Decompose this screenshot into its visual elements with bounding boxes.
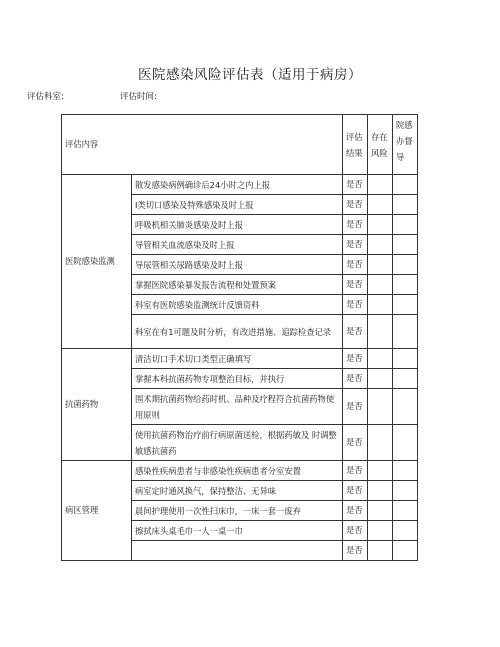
result-cell[interactable]: 是否 [343,275,368,295]
risk-cell[interactable] [368,369,393,389]
item-text: 掌握医院感染暴发报告流程和处置预案 [132,275,343,295]
result-cell[interactable]: 是否 [343,481,368,501]
risk-cell[interactable] [368,481,393,501]
risk-cell[interactable] [368,195,393,215]
page-title: 医院感染风险评估表（适用于病房） [138,67,362,83]
risk-cell[interactable] [368,501,393,521]
item-text: 呼吸机相关肺炎感染及时上报 [132,215,343,235]
item-text: 围术期抗菌药物给药时机、品种及疗程符合抗菌药物使用原则 [132,389,343,425]
item-text: 擦拭床头桌毛巾一人一桌一巾 [132,521,343,541]
result-cell[interactable]: 是否 [343,425,368,461]
result-cell[interactable]: 是否 [343,175,368,195]
supervision-cell[interactable] [393,349,418,369]
risk-cell[interactable] [368,521,393,541]
result-cell[interactable]: 是否 [343,541,368,561]
supervision-cell[interactable] [393,275,418,295]
item-text [132,541,343,561]
category-cell: 抗菌药物 [62,349,132,461]
department-label: 评估科室: [27,92,64,102]
header-risk: 存在风险 [368,115,393,175]
result-cell[interactable]: 是否 [343,369,368,389]
supervision-cell[interactable] [393,425,418,461]
risk-cell[interactable] [368,275,393,295]
risk-cell[interactable] [368,315,393,349]
header-supervision: 院感办督导 [393,115,418,175]
item-text: 使用抗菌药物治疗前行病原菌送检，根据药敏及 时调整敏感抗菌药 [132,425,343,461]
result-cell[interactable]: 是否 [343,255,368,275]
supervision-cell[interactable] [393,501,418,521]
risk-cell[interactable] [368,175,393,195]
risk-cell[interactable] [368,541,393,561]
result-cell[interactable]: 是否 [343,349,368,369]
item-text: 晨间护理使用一次性扫床巾，一床一套一废弃 [132,501,343,521]
item-text: I类切口感染及特殊感染及时上报 [132,195,343,215]
risk-cell[interactable] [368,425,393,461]
risk-cell[interactable] [368,389,393,425]
item-text: 清洁切口手术切口类型正确填写 [132,349,343,369]
supervision-cell[interactable] [393,481,418,501]
supervision-cell[interactable] [393,541,418,561]
item-text: 导尿管相关尿路感染及时上报 [132,255,343,275]
supervision-cell[interactable] [393,295,418,315]
risk-cell[interactable] [368,255,393,275]
item-text: 科室在有1可题及时分析，有改进措施、追踪检查记录 [132,315,343,349]
item-text: 掌握本科抗菌药物专项整治目标，并执行 [132,369,343,389]
result-cell[interactable]: 是否 [343,521,368,541]
item-text: 感染性疾病患者与非感染性疾病患者分室安置 [132,461,343,481]
header-content: 评估内容 [62,115,343,175]
risk-cell[interactable] [368,235,393,255]
supervision-cell[interactable] [393,315,418,349]
category-cell: 病区管理 [62,461,132,561]
result-cell[interactable]: 是否 [343,501,368,521]
item-text: 病室定时通风换气，保持整洁、无异味 [132,481,343,501]
risk-assessment-table [61,114,418,561]
item-text: 导管相关血流感染及时上报 [132,235,343,255]
result-cell[interactable]: 是否 [343,461,368,481]
supervision-cell[interactable] [393,175,418,195]
supervision-cell[interactable] [393,215,418,235]
category-cell: 医院感染监测 [62,175,132,349]
table-row [62,349,418,369]
item-text: 散发感染病例确诊后24小时之内上报 [132,175,343,195]
supervision-cell[interactable] [393,195,418,215]
risk-cell[interactable] [368,349,393,369]
assessment-time-label: 评估时间: [120,92,157,102]
supervision-cell[interactable] [393,369,418,389]
supervision-cell[interactable] [393,235,418,255]
result-cell[interactable]: 是否 [343,295,368,315]
supervision-cell[interactable] [393,521,418,541]
table-row [62,461,418,481]
risk-cell[interactable] [368,461,393,481]
supervision-cell[interactable] [393,255,418,275]
result-cell[interactable]: 是否 [343,235,368,255]
supervision-cell[interactable] [393,461,418,481]
risk-cell[interactable] [368,215,393,235]
result-cell[interactable]: 是否 [343,215,368,235]
header-result: 评估结果 [343,115,368,175]
result-cell[interactable]: 是否 [343,315,368,349]
result-cell[interactable]: 是否 [343,195,368,215]
item-text: 科室有医院感染监测统计反馈资料 [132,295,343,315]
result-cell[interactable]: 是否 [343,389,368,425]
risk-cell[interactable] [368,295,393,315]
supervision-cell[interactable] [393,389,418,425]
header-row [62,115,418,175]
table-row [62,175,418,195]
